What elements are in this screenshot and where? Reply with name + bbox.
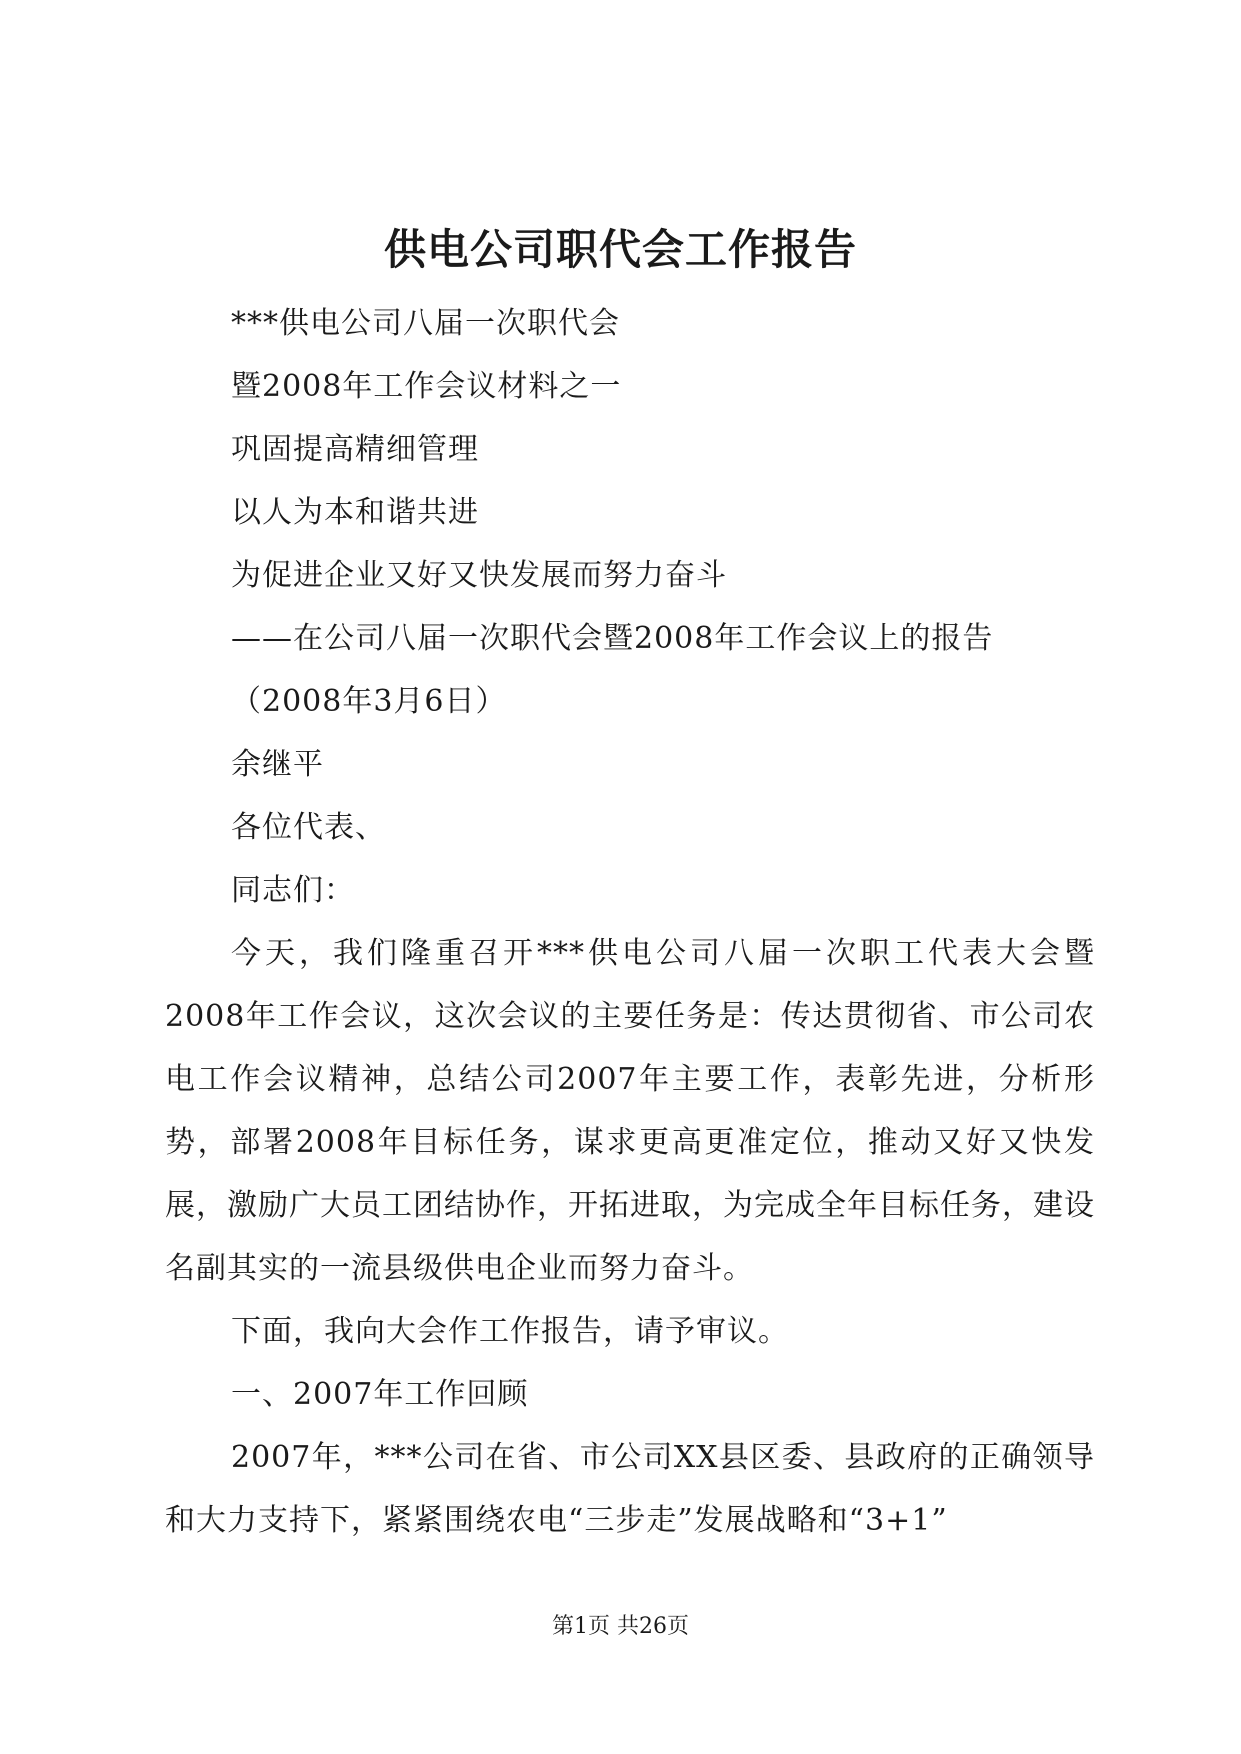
- paragraph-intro: 今天，我们隆重召开***供电公司八届一次职工代表大会暨2008年工作会议，这次会议的主要任务是：传达贯彻省、市公司农电工作会议精神，总结公司2007年主要工作，表彰先进，分析形势，部署2008年目标任务，谋求更高更准定位，推动又好又快发展，激励广大员工团结协作，开拓进取，为完成全年目标任务，建设名副其实的一流县级供电企业而努力奋斗。: [165, 936, 1095, 1286]
- document-title: 供电公司职代会工作报告: [383, 225, 857, 274]
- header-line-salutation-2: 同志们：: [231, 873, 355, 908]
- header-line-org: ***供电公司八届一次职代会: [231, 306, 620, 341]
- header-line-salutation-1: 各位代表、: [231, 810, 386, 845]
- paragraph-report: 下面，我向大会作工作报告，请予审议。: [231, 1314, 789, 1349]
- section-heading: 一、2007年工作回顾: [231, 1377, 529, 1412]
- header-line-slogan-1: 巩固提高精细管理: [231, 432, 479, 467]
- paragraph-review: 2007年，***公司在省、市公司XX县区委、县政府的正确领导和大力支持下，紧紧围绕农电“三步走”发展战略和“3+1”: [165, 1440, 1095, 1538]
- header-line-material: 暨2008年工作会议材料之一: [231, 369, 622, 404]
- header-line-slogan-2: 以人为本和谐共进: [231, 495, 479, 530]
- header-line-date: （2008年3月6日）: [231, 684, 507, 719]
- header-line-slogan-3: 为促进企业又好又快发展而努力奋斗: [231, 558, 727, 593]
- header-line-author: 余继平: [231, 747, 324, 782]
- page-footer: 第1页 共26页: [552, 1614, 689, 1639]
- header-line-subtitle: ——在公司八届一次职代会暨2008年工作会议上的报告: [231, 621, 994, 656]
- document-body: [165, 292, 1095, 1552]
